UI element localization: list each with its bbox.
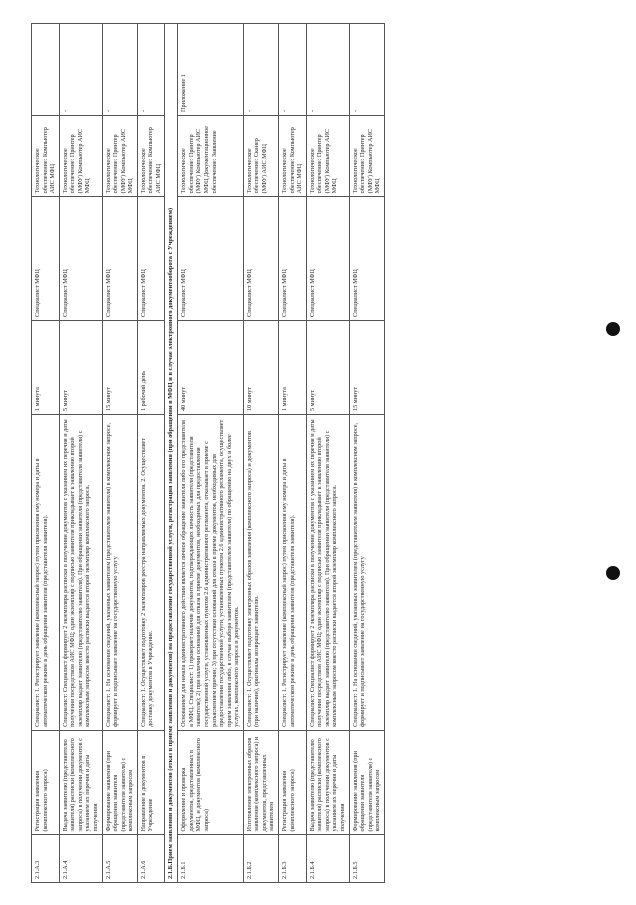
cell-form (32, 23, 60, 115)
table-row (32, 23, 60, 882)
cell-form: - (306, 23, 349, 115)
cell-resp: Специалист МФЦ (178, 196, 244, 320)
cell-name: Регистрация заявления (комплексного запроса) (279, 730, 307, 835)
cell-desc: Основанием для начала административного действия является личное обращение заявителя либо его представителя в МФЦ. Специалист: 1) проверяет наличие документов, подтверждающих личность заявителя (представителя заявителя); 2) при наличии оснований для отказа в приеме документов, необходимых для предоставления государственной услуги, установленных пунктом 2.6 административного регламента, отказывает в приеме с разъяснением причин; 3) при отсутствии оснований для отказа в приеме документов, необходимых для предоставления государственной услуги, установленных пунктом 2.6 административного регламента, осуществляет прием заявления либо, в случае выбора заявителем (представителем заявителя) по обращению на двух и более услугах, комплексного запроса и документов. (178, 414, 244, 730)
cell-name: Изготовление электронных образов заявления (комплексного запроса) и документов, представленных заявителем (243, 730, 278, 835)
cell-time: 15 минут (102, 320, 137, 414)
table-row (349, 23, 384, 882)
cell-num: 2.1.A.5 (102, 834, 137, 882)
cell-num: 2.1.A.3 (32, 834, 60, 882)
cell-time: 1 рабочий день (137, 320, 165, 414)
table-row (59, 23, 102, 882)
cell-num: 2.1.Б.2 (243, 834, 278, 882)
cell-form: - (349, 23, 384, 115)
cell-desc: Специалист: Специалист формирует 2 экземпляра расписки в получении документов с указанием их перечня и даты получения посредством АИС МФЦ; один экземпляр с подписью заявителя прикладывает к заявлению второй экземпляр выдает заявителю (представителю заявителя). При обращении заявителя (представителя заявителя) с комплексным запросом вместо расписки выдается второй экземпляр комплексного запроса. (306, 414, 349, 730)
cell-name: Выдача заявителю (представителю заявителя) расписки (комплексного запроса) в получении документов с указанием их перечня и даты получения (59, 730, 102, 835)
section-row (165, 23, 178, 882)
cell-time: 1 минута (279, 320, 307, 414)
cell-num: 2.1.A.6 (137, 834, 165, 882)
cell-desc: Специалист: 1. Регистрирует заявление (комплексный запрос) путем присвоения ему номера и даты в автоматическом режиме в день обращения заявителя (представителя заявителя). (279, 414, 307, 730)
punch-hole-mark (606, 322, 620, 336)
cell-form: - (59, 23, 102, 115)
table-row (102, 23, 137, 882)
cell-name: Формирование заявления (при обращении заявителя (представителя заявителя) с комплексным запросом (102, 730, 137, 835)
cell-res: Технологическое обеспечение: Сканер (МФУ) АИС МФЦ (243, 115, 278, 196)
cell-resp: Специалист МФЦ (102, 196, 137, 320)
cell-num: 2.1.Б.4 (306, 834, 349, 882)
cell-name: Выдача заявителю (представителю заявителя) расписки (комплексного запроса) в получении документов с указанием их перечня и даты получения (306, 730, 349, 835)
cell-desc: Специалист: 1. На основании сведений, указанных заявителем (представителем заявителя) в комплексном запросе, формирует и подписывает заявление на государственную услугу (102, 414, 137, 730)
cell-form: Приложение 1 (178, 23, 244, 115)
table-row (306, 23, 349, 882)
cell-time: 10 минут (243, 320, 278, 414)
punch-hole-mark (606, 566, 620, 580)
table-row (243, 23, 278, 882)
procedure-table-body (32, 23, 385, 882)
cell-res: Технологическое обеспечение: Принтер (МФУ) Компьютер АИС МФЦ Документационное обеспечение: Заявление (178, 115, 244, 196)
cell-time: 5 минут (306, 320, 349, 414)
cell-res: Технологическое обеспечение: Принтер (МФУ) Компьютер АИС МФЦ (306, 115, 349, 196)
cell-resp: Специалист МФЦ (32, 196, 60, 320)
cell-desc: Специалист: 1. Осуществляет подготовку 2 экземпляров реестра направляемых документов. 2. Осуществляет доставку документов в Учреждение. (137, 414, 165, 730)
cell-res: Технологическое обеспечение: Принтер (МФУ) Компьютер АИС МФЦ (349, 115, 384, 196)
cell-desc: Специалист: 1. Осуществляет подготовку электронных образов заявления (комплексного запроса) и документов (при наличии), оригиналы возвращает заявителю. (243, 414, 278, 730)
cell-resp: Специалист МФЦ (349, 196, 384, 320)
cell-num: 2.1.Б.3 (279, 834, 307, 882)
cell-res: Технологическое обеспечение: Компьютер АИС МФЦ (137, 115, 165, 196)
table-row (279, 23, 307, 882)
cell-res: Технологическое обеспечение: Принтер (МФУ) Компьютер АИС МФЦ (59, 115, 102, 196)
cell-desc: Специалист: 1. На основании сведений, указанных заявителем (представителем заявителя) в комплексном запросе, формирует и подписывает заявление на государственную услугу (349, 414, 384, 730)
cell-form: - (137, 23, 165, 115)
cell-resp: Специалист МФЦ (137, 196, 165, 320)
cell-num: 2.1.A.4 (59, 834, 102, 882)
cell-time: 40 минут (178, 320, 244, 414)
cell-name: Направление в документов в Учреждение (137, 730, 165, 835)
rotated-table-container (31, 23, 605, 883)
section-title: 2.1.Б.Прием заявления и документов (отказ в приеме заявления и документов) на предоставление государственной услуги, регистрация заявления (при обращении в МФЦ и в случае электронного документооборота с Учреждением) (165, 23, 178, 882)
cell-form: - (279, 23, 307, 115)
table-row (178, 23, 244, 882)
cell-time: 5 минут (59, 320, 102, 414)
cell-res: Технологическое обеспечение: Принтер (МФУ) Компьютер АИС МФЦ (102, 115, 137, 196)
cell-desc: Специалист: 1. Регистрирует заявление (комплексный запрос) путем присвоения ему номера и даты в автоматическом режиме в день обращения заявителя (представителя заявителя). (32, 414, 60, 730)
cell-res: Технологическое обеспечение: Компьютер АИС МФЦ (279, 115, 307, 196)
table-row (137, 23, 165, 882)
cell-res: Технологическое обеспечение: Компьютер АИС МФЦ (32, 115, 60, 196)
cell-form: - (243, 23, 278, 115)
cell-name: Формирование заявления (при обращении заявителя (представителя заявителя) с комплексным запросом (349, 730, 384, 835)
cell-form: - (102, 23, 137, 115)
cell-time: 15 минут (349, 320, 384, 414)
cell-desc: Специалист: Специалист формирует 2 экземпляра расписки в получении документов с указанием их перечня и даты получения посредством АИС МФЦ; один экземпляр с подписью заявителя прикладывает к заявлению второй экземпляр выдает заявителю (представителю заявителя). При обращении заявителя (представителя заявителя) с комплексным запросом вместо расписки выдается второй экземпляр комплексного запроса. (59, 414, 102, 730)
cell-name: Регистрация заявления (комплексного запроса) (32, 730, 60, 835)
cell-resp: Специалист МФЦ (243, 196, 278, 320)
cell-resp: Специалист МФЦ (306, 196, 349, 320)
procedure-table (31, 23, 385, 883)
cell-time: 1 минута (32, 320, 60, 414)
cell-resp: Специалист МФЦ (59, 196, 102, 320)
cell-name: Оформление и проверка документов, представленных в МФЦ, и документов (комплексного запроса) (178, 730, 244, 835)
cell-resp: Специалист МФЦ (279, 196, 307, 320)
cell-num: 2.1.Б.5 (349, 834, 384, 882)
cell-num: 2.1.Б.1 (178, 834, 244, 882)
